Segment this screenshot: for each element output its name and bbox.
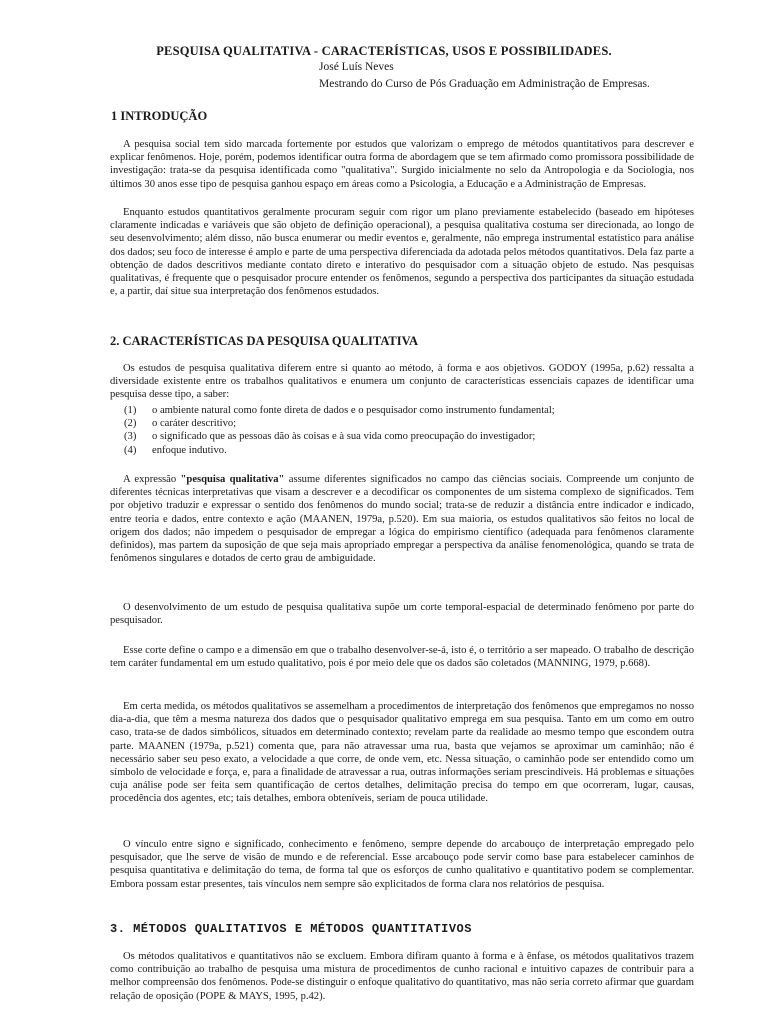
list-item-number: (1) (124, 405, 137, 416)
section-2-paragraph-2 (110, 473, 694, 565)
section-2-paragraph-1: Os estudos de pesquisa qualitativa diferem entre si quanto ao método, à forma e aos objetivos. GODOY (1995a, p.62) ressalta a diversidade existente entre os trabalhos qualitativos e enumera um conjunto de características essenciais capazes de identificar uma pesquisa desse tipo, a saber: (110, 363, 694, 401)
section-1-paragraph-1: A pesquisa social tem sido marcada fortemente por estudos que valorizam o emprego de métodos quantitativos para descrever e explicar fenômenos. Hoje, porém, podemos identificar outra forma de abordagem que se tem afirmado como promissora possibilidade de investigação: trata-se da pesquisa identificada como "qualitativa". Surgido inicialmente no selo da Antropologia e da Sociologia, nos últimos 30 anos esse tipo de pesquisa ganhou espaço em áreas como a Psicologia, a Educação e a Administração de Empresas. (110, 139, 694, 190)
emphasized-term: "pesquisa qualitativa" (180, 474, 285, 485)
paper-title: PESQUISA QUALITATIVA - CARACTERÍSTICAS, USOS E POSSIBILIDADES. (156, 44, 612, 58)
list-item-text: o significado que as pessoas dão às coisas e à sua vida como preocupação do investigador; (152, 431, 536, 443)
author-affiliation: Mestrando do Curso de Pós Graduação em Administração de Empresas. (319, 78, 650, 90)
section-1-heading: 1 INTRODUÇÃO (111, 109, 208, 123)
list-item (124, 404, 555, 417)
section-2-heading: 2. CARACTERÍSTICAS DA PESQUISA QUALITATIVA (110, 334, 419, 348)
paragraph-body-text: assume diferentes significados no campo das ciências sociais. Compreende um conjunto de diferentes técnicas interpretativas que visam a descrever e a decodificar os componentes de um sistema complexo de significados. Tem por objetivo traduzir e expressar o sentido dos fenômenos do mundo social; trata-se de reduzir a distância entre indicador e indicado, entre teoria e dados, entre contexto e ação (MAANEN, 1979a, p.520). Em sua maioria, os estudos qualitativos são feitos no local de origem dos dados; não impedem o pesquisador de empregar a lógica do empirismo científico (adequada para fenômenos claramente definidos), mas partem da suposição de que seja mais apropriado empregar a perspectiva da análise fenomenológica, quando se trata de fenômenos singulares e dotados de certo grau de ambiguidade. (110, 474, 695, 565)
characteristics-list (124, 404, 555, 457)
list-item (124, 417, 555, 430)
section-2-paragraph-4: Esse corte define o campo e a dimensão em que o trabalho desenvolver-se-á, isto é, o território a ser mapeado. O trabalho de descrição tem caráter fundamental em um estudo qualitativo, pois é por meio dele que os dados são coletados (MANNING, 1979, p.668). (110, 645, 694, 670)
author-name: José Luís Neves (319, 61, 394, 73)
list-item-number: (4) (124, 444, 137, 456)
list-item (124, 444, 555, 457)
list-item-text: o ambiente natural como fonte direta de dados e o pesquisador como instrumento fundamental; (152, 405, 555, 416)
list-item-text: o caráter descritivo; (152, 418, 237, 430)
list-item-text: enfoque indutivo. (152, 444, 227, 456)
section-2-paragraph-3: O desenvolvimento de um estudo de pesquisa qualitativa supõe um corte temporal-espacial de determinado fenômeno por parte do pesquisador. (110, 602, 694, 627)
paragraph-lead-text: A expressão (123, 474, 181, 485)
list-item-number: (2) (124, 418, 137, 430)
section-1-paragraph-2: Enquanto estudos quantitativos geralmente procuram seguir com rigor um plano previamente estabelecido (baseado em hipóteses claramente indicadas e variáveis que são objeto de definição operacional), a pesquisa qualitativa costuma ser direcionada, ao longo de seu desenvolvimento; além disso, não busca enumerar ou medir eventos e, geralmente, não emprega instrumental estatístico para análise dos dados; seu foco de interesse é amplo e parte de uma perspectiva diferenciada da adotada pelos métodos quantitativos. Dela faz parte a obtenção de dados descritivos mediante contato direto e interativo do pesquisador com a situação objeto de estudo. Nas pesquisas qualitativas, é frequente que o pesquisador procure entender os fenômenos, segundo a perspectiva dos participantes da situação estudada e, a partir, daí situe sua interpretação dos fenômenos estudados. (110, 207, 694, 298)
list-item (124, 430, 555, 443)
list-item-number: (3) (124, 431, 137, 443)
section-3-paragraph-1: Os métodos qualitativos e quantitativos não se excluem. Embora difiram quanto à forma e à ênfase, os métodos qualitativos trazem como contribuição ao trabalho de pesquisa uma mistura de procedimentos de cunho racional e intuitivo capazes de contribuir para a melhor compreensão dos fenômenos. Pode-se distinguir o enfoque qualitativo do quantitativo, mas não seria correto afirmar que guardam relação de oposição (POPE & MAYS, 1995, p.42). (110, 951, 694, 1002)
section-3-heading: 3. MÉTODOS QUALITATIVOS E MÉTODOS QUANTITATIVOS (110, 922, 472, 936)
section-2-paragraph-6: O vínculo entre signo e significado, conhecimento e fenômeno, sempre depende do arcabouço de interpretação empregado pelo pesquisador, que lhe serve de visão de mundo e de referencial. Esse arcabouço pode servir como base para estabelecer caminhos de pesquisa quantitativa e delimitação do tema, de forma tal que os esforços de cunho qualitativo e quantitativo podem se complementar. Embora possam estar presentes, tais vínculos nem sempre são explicitados de forma clara nos relatórios de pesquisa. (110, 839, 694, 890)
section-2-paragraph-5: Em certa medida, os métodos qualitativos se assemelham a procedimentos de interpretação dos fenômenos que empregamos no nosso dia-a-dia, que têm a mesma natureza dos dados que o pesquisador qualitativo emprega em sua pesquisa. Tanto em um como em outro caso, trata-se de dados simbólicos, situados em determinado contexto; revelam parte da realidade ao mesmo tempo que escondem outra parte. MAANEN (1979a, p.521) comenta que, para não atravessar uma rua, basta que vejamos se aproximar um caminhão; não é necessário saber seu peso exato, a velocidade a que corre, de onde vem, etc. Nessa situação, o caminhão pode ser entendido como um símbolo de velocidade e força, e, para a finalidade de atravessar a rua, outras informações seriam prescindíveis. Há problemas e situações cuja análise pode ser feita sem quantificação de certos detalhes, delimitação precisa do tempo em que ocorreram, lugar, causas, procedência dos agentes, etc; tais detalhes, embora obteníveis, seriam de pouca utilidade. (110, 701, 694, 805)
